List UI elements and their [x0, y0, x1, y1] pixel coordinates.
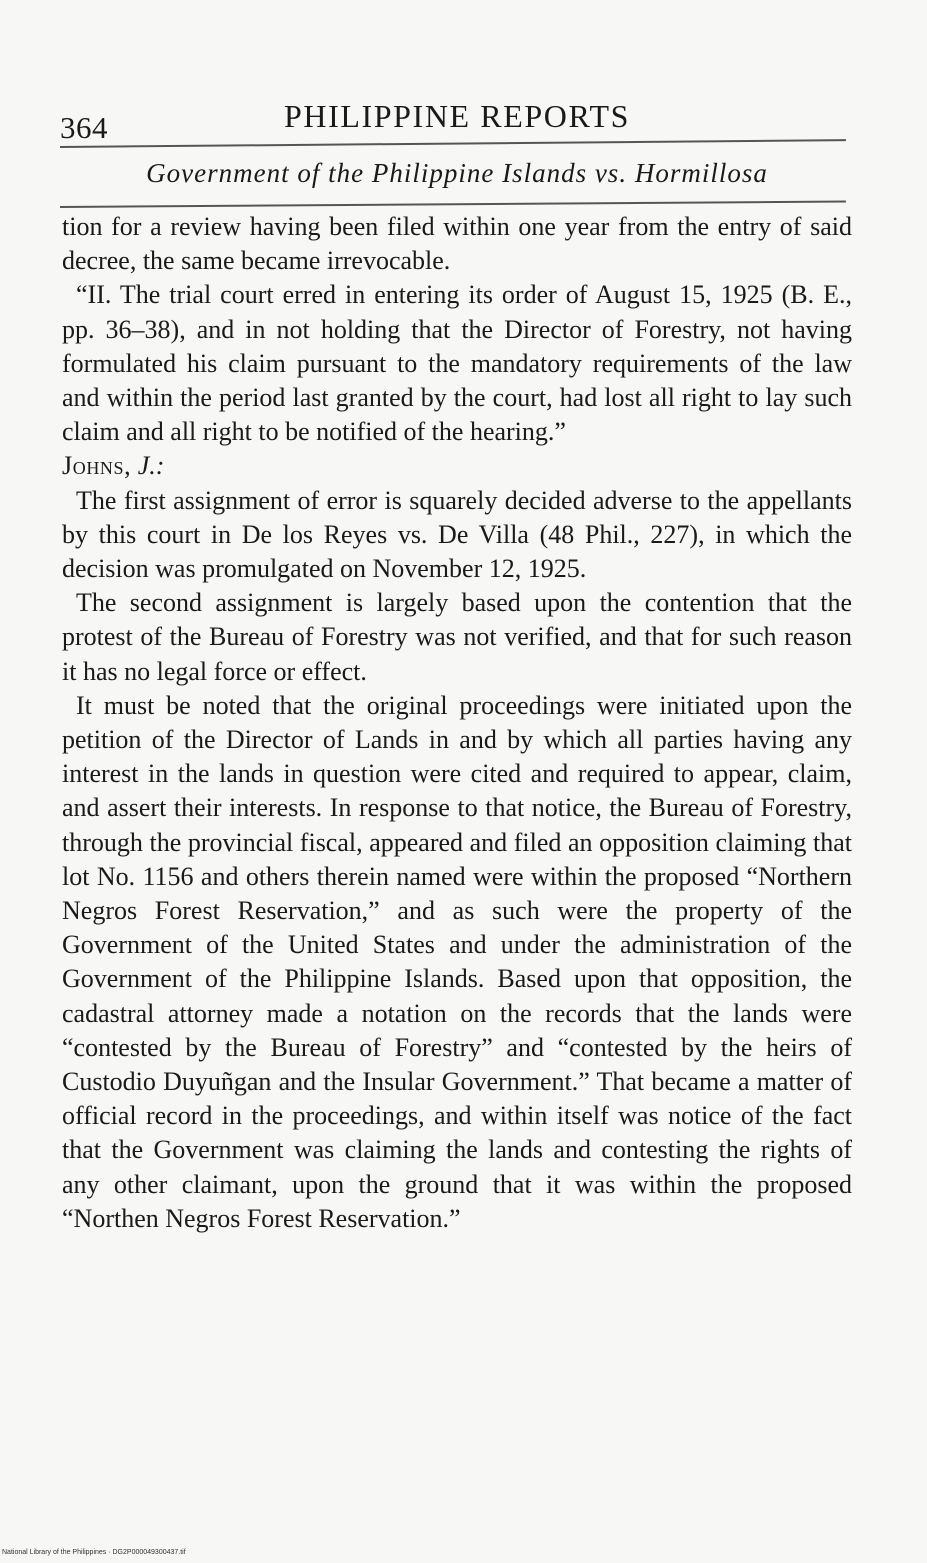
- justice-name: Johns,: [62, 451, 132, 481]
- justice-heading: [62, 449, 852, 483]
- justice-title: J.:: [137, 451, 165, 481]
- running-title: PHILIPPINE REPORTS: [284, 98, 631, 134]
- page-number: 364: [60, 110, 108, 145]
- paragraph-first-assignment: The first assignment of error is squarely decided adverse to the appellants by this court in De los Reyes vs. De Villa (48 Phil., 227), in which the decision was promulgated on November 12, 1925.: [62, 485, 852, 584]
- page-header: [60, 96, 840, 145]
- header-rule-top: [60, 139, 846, 148]
- header-rule-bottom: [60, 201, 846, 208]
- paragraph-second-assignment: The second assignment is largely based upon the contention that the protest of the Bureau of Forestry was not verified, and that for such reason it has no legal force or effect.: [62, 588, 852, 686]
- paragraph-assignment-two: “II. The trial court erred in entering its order of August 15, 1925 (B. E., pp. 36–38), and in not holding that the Director of Forestry, not having formulated his claim pursuant to the mandatory requirements of the law and within the period last granted by the court, had lost all right to lay such claim and all right to be notified of the hearing.”: [62, 280, 852, 447]
- opinion-body: [62, 210, 852, 1236]
- paragraph-continuation: tion for a review having been filed within one year from the entry of said decree, the same became irrevocable.: [62, 212, 852, 276]
- paragraph-proceedings: It must be noted that the original proceedings were initiated upon the petition of the Director of Lands in and by which all parties having any interest in the lands in question were cited and required to appear, claim, and assert their interests. In response to that notice, the Bureau of Forestry, through the provincial fiscal, appeared and filed an opposition claiming that lot No. 1156 and others therein named were within the proposed “Northern Negros Forest Reservation,” and as such were the property of the Government of the United States and under the administration of the Government of the Philippine Islands. Based upon that opposition, the cadastral attorney made a notation on the records that the lands were “contested by the Bureau of Forestry” and “contested by the heirs of Custodio Duyuñgan and the Insular Government.” That became a matter of official record in the proceedings, and within itself was notice of the fact that the Government was claiming the lands and contesting the rights of any other claimant, upon the ground that it was within the proposed “Northen Negros Forest Reservation.”: [62, 690, 852, 1233]
- case-caption: Government of the Philippine Islands vs. Hormillosa: [146, 158, 768, 188]
- source-footnote: National Library of the Philippines · DG2P000049300437.tif: [2, 1549, 186, 1556]
